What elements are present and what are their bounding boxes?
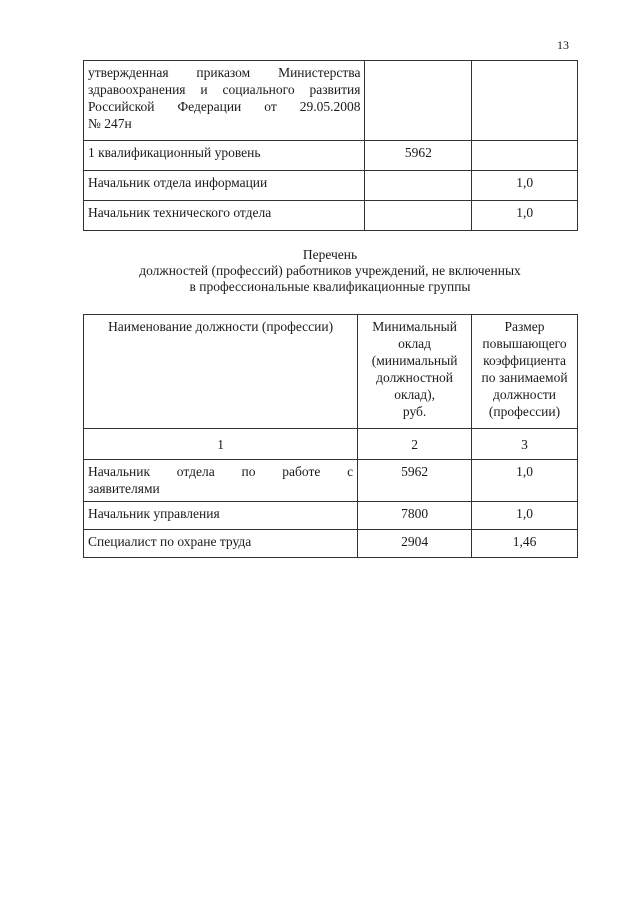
salary-table-continued xyxy=(83,60,578,231)
table-row xyxy=(84,502,578,530)
header-line: по занимаемой xyxy=(481,370,568,385)
table-row xyxy=(84,201,578,231)
header-line: должности xyxy=(493,387,556,402)
name-line: Начальник отдела по работе с xyxy=(88,464,354,479)
header-cell-position: Наименование должности (профессии) xyxy=(84,315,358,429)
list-heading xyxy=(0,247,640,295)
table-cell-salary: 5962 xyxy=(358,460,472,502)
table-cell-coefficient: 1,0 xyxy=(472,201,578,231)
positions-table xyxy=(83,314,578,558)
table-cell-name: Специалист по охране труда xyxy=(84,530,358,558)
table-cell-name: Начальник отдела информации xyxy=(84,171,365,201)
table-cell-name xyxy=(84,460,358,502)
column-number: 2 xyxy=(358,429,472,460)
table-cell-coefficient: 1,0 xyxy=(472,460,578,502)
header-line: руб. xyxy=(402,404,427,419)
table-cell-salary: 5962 xyxy=(365,141,472,171)
header-line: Размер xyxy=(504,319,545,334)
table-cell-salary xyxy=(365,171,472,201)
header-line: (профессии) xyxy=(488,404,561,419)
page-number: 13 xyxy=(557,38,569,52)
table-cell-name xyxy=(84,61,365,141)
table-cell-coefficient xyxy=(472,141,578,171)
header-line: оклад), xyxy=(394,387,435,402)
table-cell-name: 1 квалификационный уровень xyxy=(84,141,365,171)
header-line: (минимальный xyxy=(371,353,458,368)
table-cell-coefficient: 1,46 xyxy=(472,530,578,558)
column-number-row xyxy=(84,429,578,460)
heading-subtitle-line: должностей (профессий) работников учреждений, не включенных xyxy=(139,263,521,278)
table-row xyxy=(84,460,578,502)
table-cell-salary xyxy=(365,201,472,231)
column-number: 3 xyxy=(472,429,578,460)
table-header-row xyxy=(84,315,578,429)
heading-subtitle-line: в профессиональные квалификационные группы xyxy=(189,279,471,294)
heading-title: Перечень xyxy=(302,247,358,262)
table-cell-coefficient xyxy=(472,61,578,141)
table-cell-salary xyxy=(365,61,472,141)
table-cell-coefficient: 1,0 xyxy=(472,502,578,530)
table-cell-name: Начальник управления xyxy=(84,502,358,530)
table-row xyxy=(84,171,578,201)
column-number: 1 xyxy=(84,429,358,460)
table-cell-name: Начальник технического отдела xyxy=(84,201,365,231)
order-text-line: утвержденная приказом Министерства xyxy=(88,65,361,80)
header-line: повышающего xyxy=(482,336,567,351)
order-text-line: Российской Федерации от 29.05.2008 xyxy=(88,99,361,114)
header-line: должностной xyxy=(376,370,454,385)
header-cell-coefficient xyxy=(472,315,578,429)
name-line: заявителями xyxy=(88,481,160,496)
header-cell-salary xyxy=(358,315,472,429)
table-row xyxy=(84,141,578,171)
table-cell-salary: 7800 xyxy=(358,502,472,530)
header-line: Минимальный xyxy=(372,319,457,334)
header-line: оклад xyxy=(398,336,432,351)
table-cell-coefficient: 1,0 xyxy=(472,171,578,201)
order-text-line: № 247н xyxy=(88,116,132,131)
table-row xyxy=(84,61,578,141)
table-row xyxy=(84,530,578,558)
order-text-line: здравоохранения и социального развития xyxy=(88,82,361,97)
table-cell-salary: 2904 xyxy=(358,530,472,558)
header-line: коэффициента xyxy=(483,353,566,368)
